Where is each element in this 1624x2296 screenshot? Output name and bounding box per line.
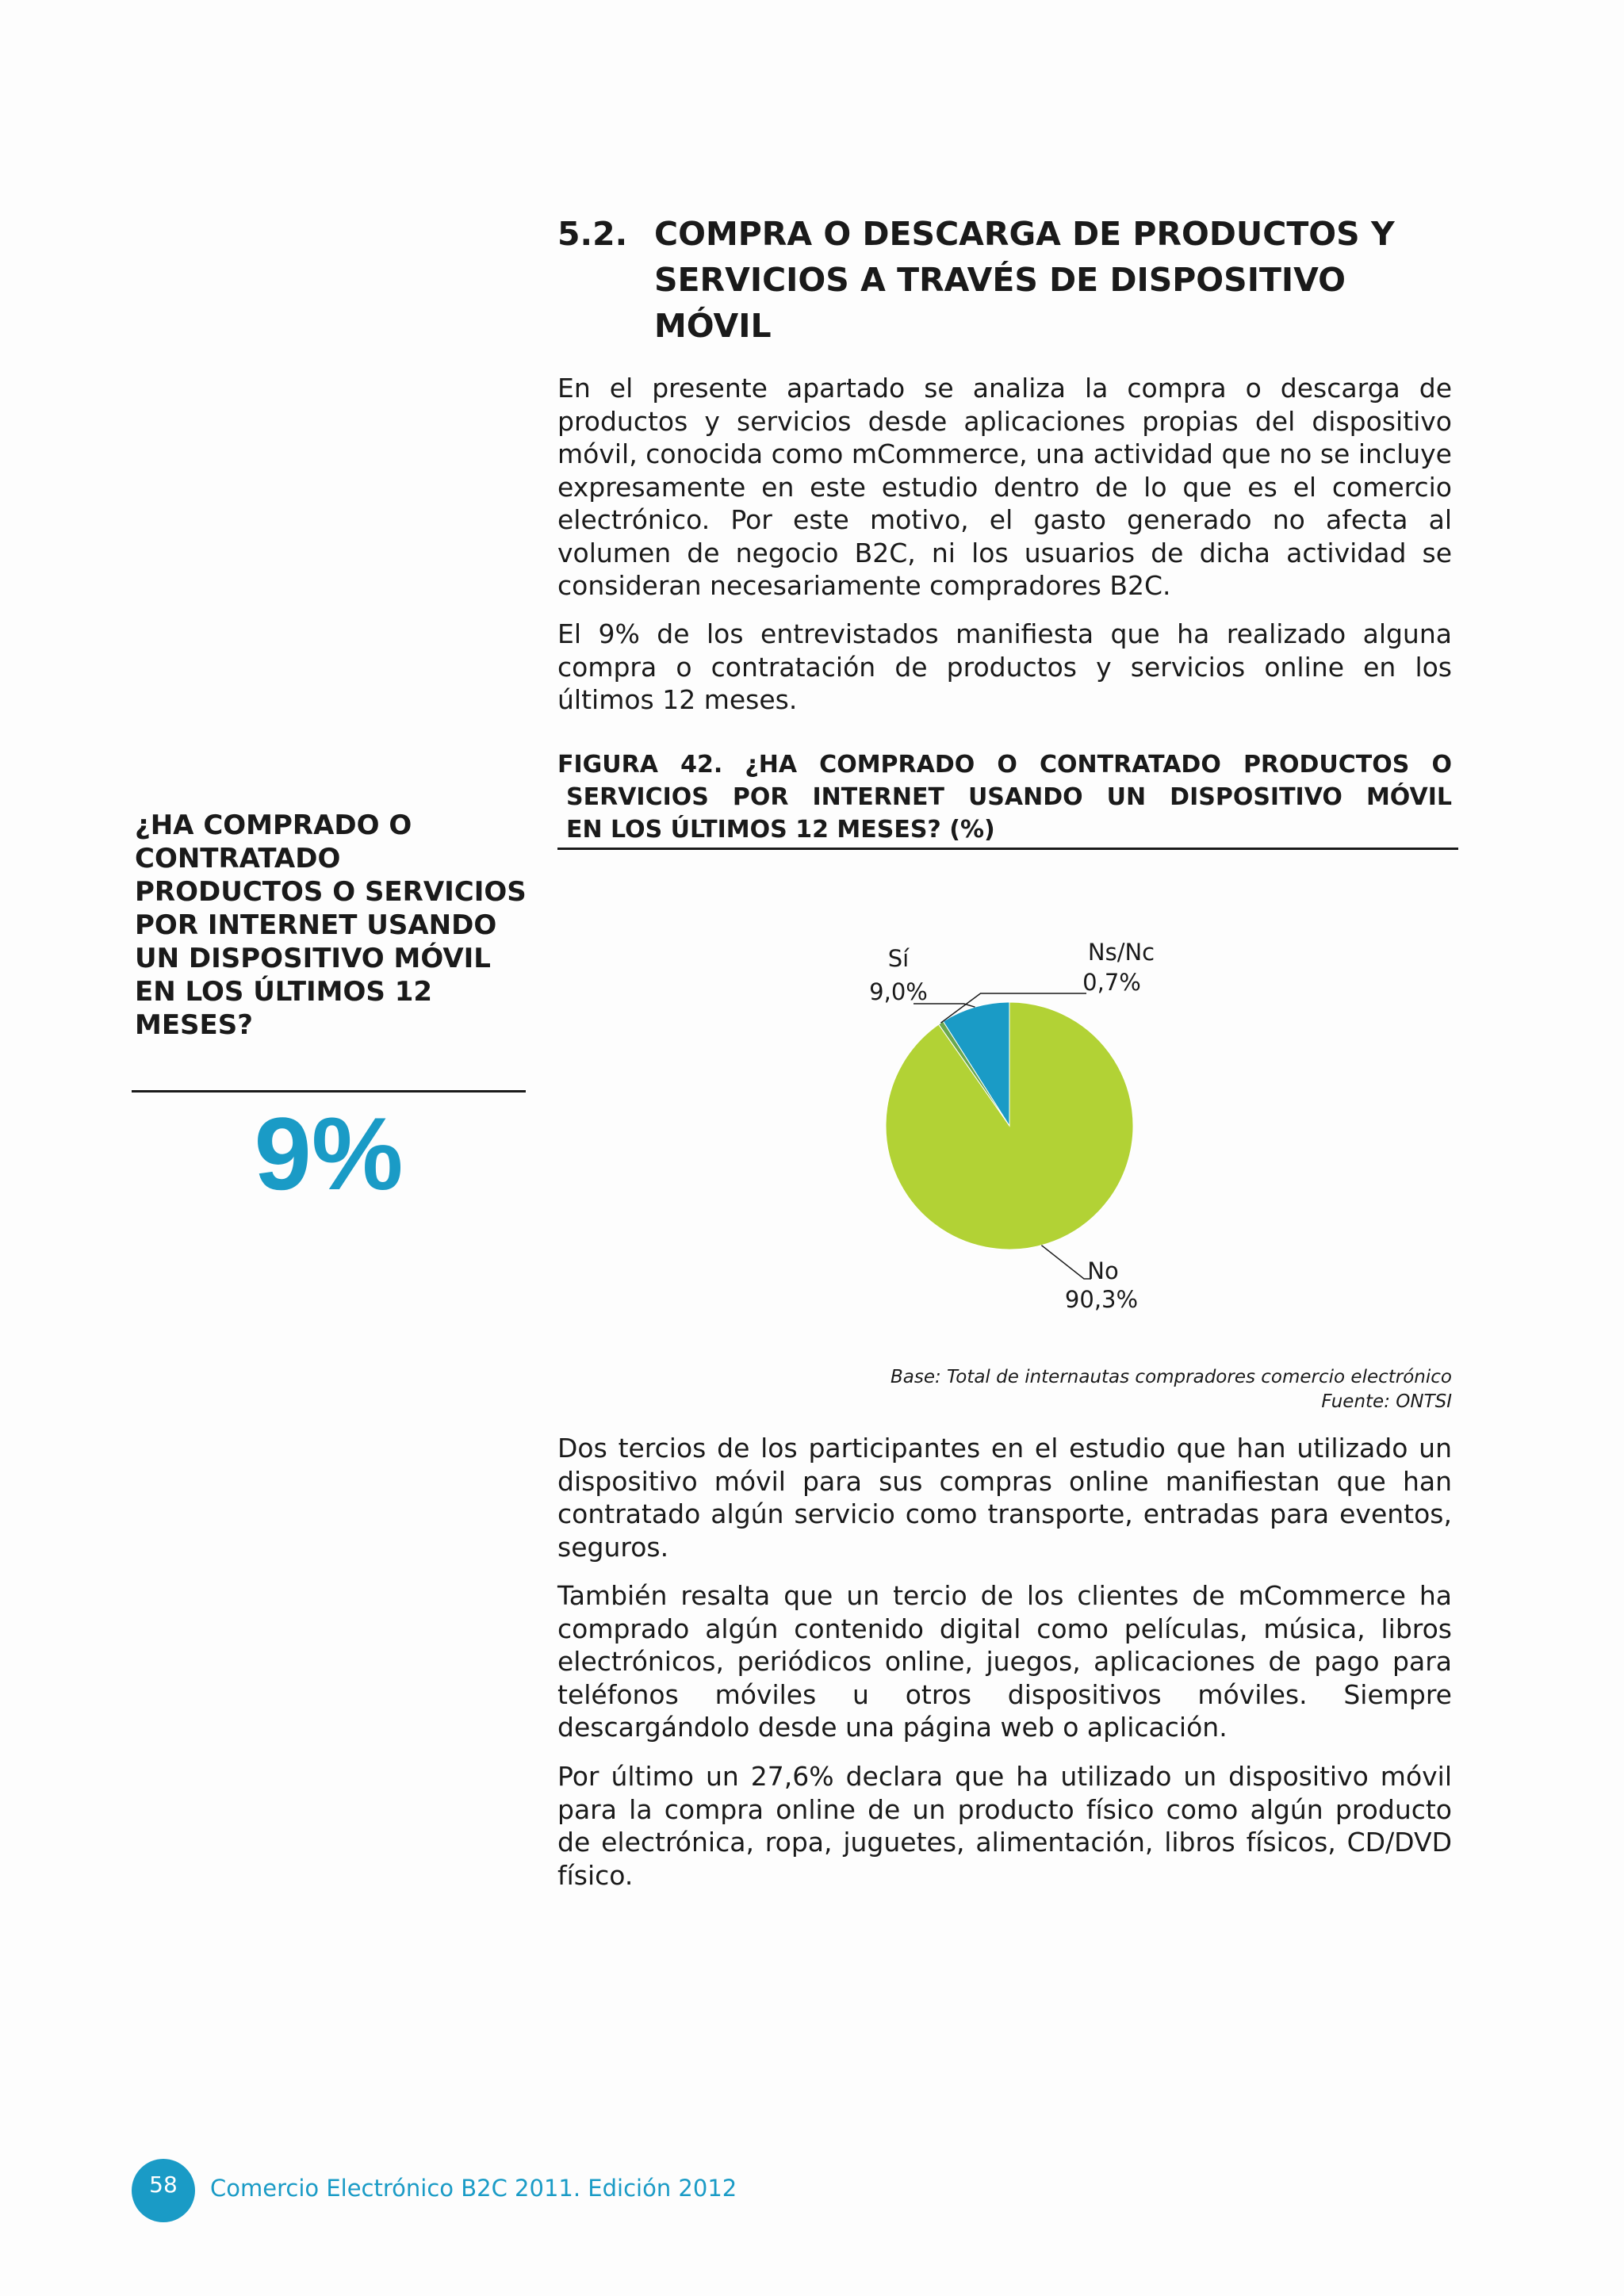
figure-caption-line: SERVICIOS POR INTERNET USANDO UN DISPOSITIVO MÓVIL: [566, 783, 1452, 811]
figure-caption: [557, 748, 1452, 846]
page-number-badge: [132, 2159, 195, 2222]
footer-publication-title: Comercio Electrónico B2C 2011. Edición 2012: [210, 2175, 737, 2202]
slice-value-nsnc: 0,7%: [1082, 969, 1141, 996]
section-number: 5.2.: [557, 215, 628, 253]
sidebar-divider: [132, 1090, 526, 1093]
intro-paragraph-2: El 9% de los entrevistados manifiesta que ha realizado alguna compra o contratación de productos y servicios online en los últimos 12 meses.: [557, 618, 1452, 715]
slice-value-si: 9,0%: [869, 978, 928, 1005]
section-title: COMPRA O DESCARGA DE PRODUCTOS Y SERVICIOS A TRAVÉS DE DISPOSITIVO MÓVIL: [654, 215, 1395, 345]
figure-caption-line: EN LOS ÚLTIMOS 12 MESES? (%): [566, 816, 995, 844]
pie-chart: [825, 920, 1189, 1332]
intro-paragraph-1: En el presente apartado se analiza la compra o descarga de productos y servicios desde aplicaciones propias del dispositivo móvil, conocida como mCommerce, una actividad que no se incluye expresamente en este estudio dentro de lo que es el comercio electrónico. Por este motivo, el gasto generado no afecta al volumen de negocio B2C, ni los usuarios de dicha actividad se consideran necesariamente compradores B2C.: [557, 373, 1452, 601]
body-paragraph-1: Dos tercios de los participantes en el estudio que han utilizado un dispositivo móvil para sus compras online manifiestan que han contratado algún servicio como transporte, entradas para eventos, seguros.: [557, 1433, 1452, 1563]
figure-source: [557, 1365, 1452, 1414]
body-paragraph-2: También resalta que un tercio de los clientes de mCommerce ha comprado algún contenido digital como películas, música, libros electrónicos, periódicos online, juegos, aplicaciones de pago para teléfonos móviles u otros dispositivos móviles. Siempre descargándolo desde una página web o aplicación.: [557, 1580, 1452, 1743]
sidebar-question: ¿HA COMPRADO O CONTRATADO PRODUCTOS O SERVICIOS POR INTERNET USANDO UN DISPOSITIVO MÓVIL EN LOS ÚLTIMOS 12 MESES?: [135, 809, 527, 1041]
page-number: 58: [149, 2172, 178, 2198]
source-base: Base: Total de internautas compradores comercio electrónico: [890, 1367, 1452, 1387]
slice-label-nsnc: Ns/Nc: [1087, 939, 1155, 966]
leader-line-no: [1041, 1246, 1091, 1279]
caption-divider: [557, 848, 1458, 850]
sidebar-highlight-value: 9%: [254, 1096, 404, 1211]
slice-label-si: Sí: [887, 945, 910, 972]
source-fuente: Fuente: ONTSI: [1321, 1391, 1452, 1412]
slice-label-no: No: [1087, 1257, 1119, 1284]
body-paragraph-3: Por último un 27,6% declara que ha utilizado un dispositivo móvil para la compra online de un producto físico como algún producto de electrónica, ropa, juguetes, alimentación, libros físicos, CD/DVD físico.: [557, 1761, 1452, 1891]
pie-slices: [886, 1002, 1133, 1249]
slice-value-no: 90,3%: [1064, 1286, 1139, 1313]
figure-caption-line: FIGURA 42. ¿HA COMPRADO O CONTRATADO PRODUCTOS O: [557, 751, 1452, 779]
